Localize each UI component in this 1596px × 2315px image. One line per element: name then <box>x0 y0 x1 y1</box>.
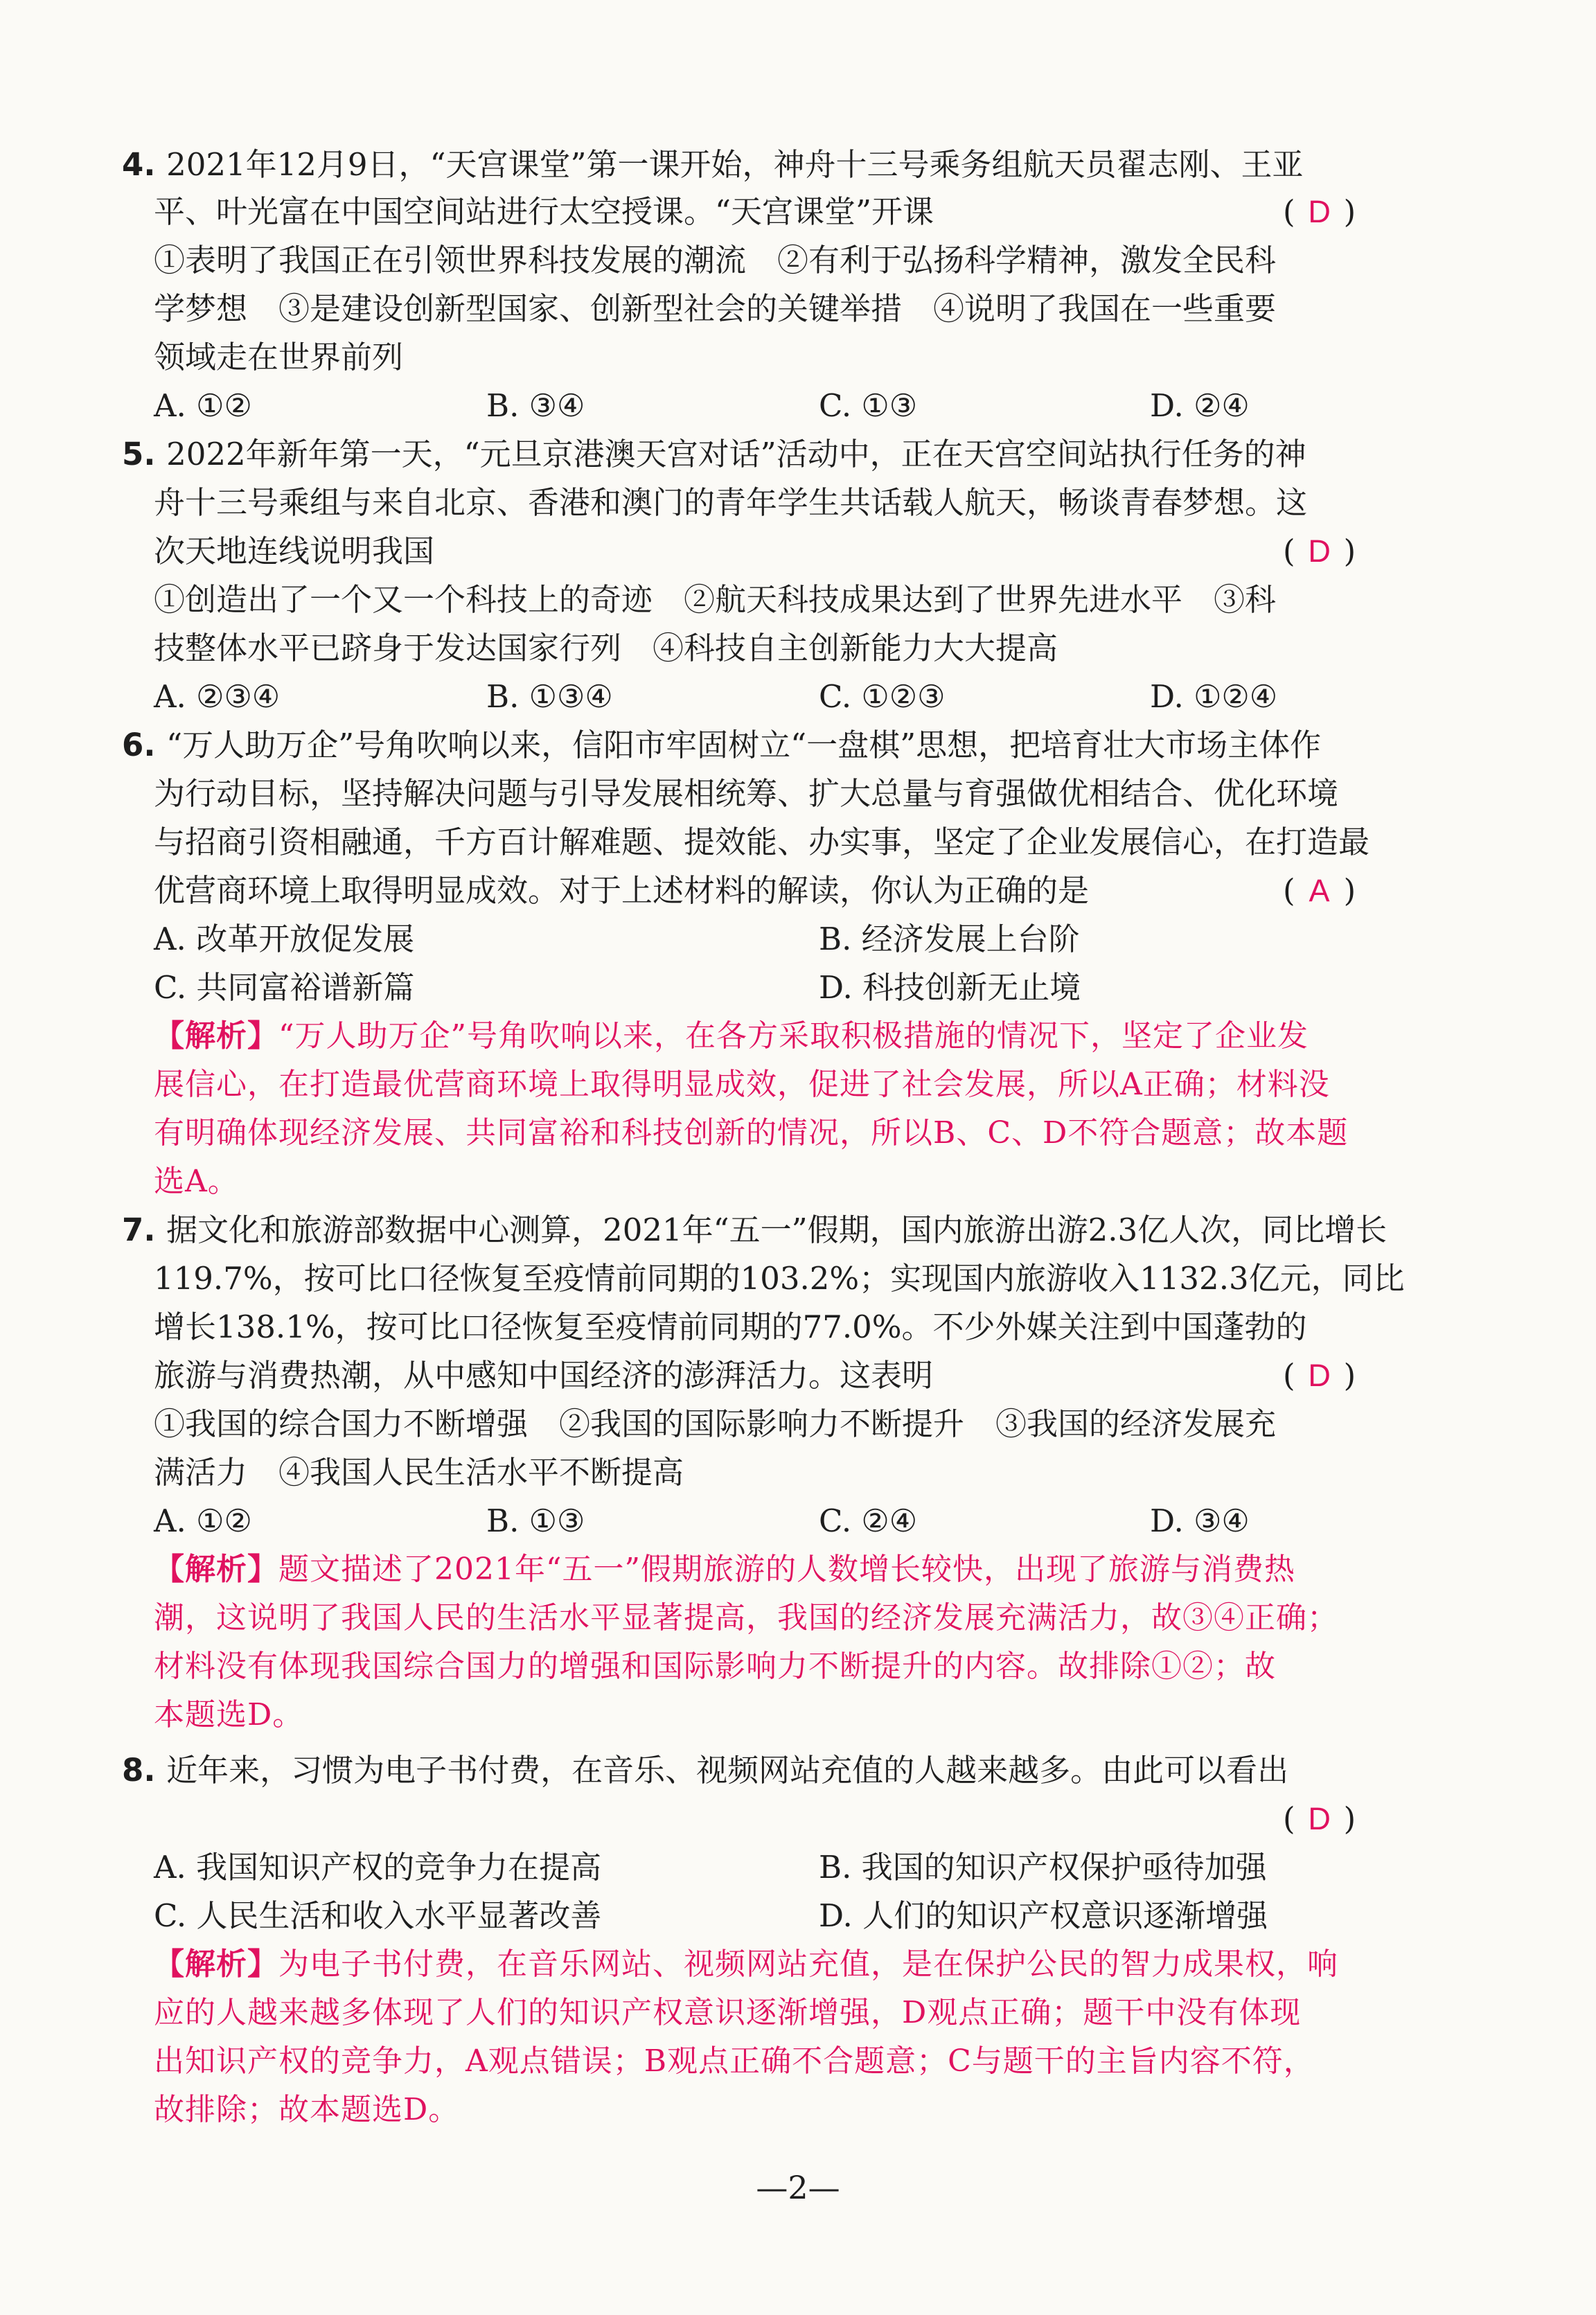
option-a: A. 改革开放促发展 <box>154 921 415 957</box>
question-stem-line: 与招商引资相融通，千方百计解难题、提效能、办实事，坚定了企业发展信心，在打造最 <box>154 824 1370 860</box>
question-number: 7 <box>122 1212 144 1248</box>
statement-line: ①我国的综合国力不断增强 ②我国的国际影响力不断提升 ③我国的经济发展充 <box>154 1405 1277 1442</box>
statement-line: 领域走在世界前列 <box>154 339 404 375</box>
option-d: D. ②④ <box>1150 387 1250 424</box>
answer-bracket: ( D ) <box>1283 1798 1356 1840</box>
analysis-line: 展信心，在打造最优营商环境上取得明显成效，促进了社会发展，所以A正确；材料没 <box>154 1067 1330 1102</box>
question-stem-line: 119.7%，按可比口径恢复至疫情前同期的103.2%；实现国内旅游收入1132.3亿元，同比 <box>154 1260 1405 1297</box>
answer-mark: D <box>1308 1358 1331 1393</box>
analysis-line: 【解析】“万人助万企”号角吹响以来，在各方采取积极措施的情况下，坚定了企业发 <box>154 1018 1309 1054</box>
option-b: B. ③④ <box>486 387 585 424</box>
exam-page: 4. 2021年12月9日，“天宫课堂”第一课开始，神舟十三号乘务组航天员翟志刚、王亚 平、叶光富在中国空间站进行太空授课。“天宫课堂”开课 ( D ) ①表明了我国正在引领世界科技发展的潮流 ②有利于弘扬科学精神，激发全民科 学梦想 ③是建设创新型国家、创新型社会的关键举措 ④说明了我国在一些重要 领域走在世界前列 A. ①② B. ③④ C. ①③ D. ②④ 5. 2022年新年第一天，“元旦京港澳天宫对话”活动中，正在天宫空间站执行任务的神 舟十三号乘组与来自北京、香港和澳门的青年学生共话载人航天，畅谈青春梦想。这 次天地连线说明我国 ( D ) ①创造出了一个又一个科技上的奇迹 ②航天科技成果达到了世界先进水平 ③科 技整体水平已跻身于发达国家行列 ④科技自主创新能力大大提高 A. ②③④ B. ①③④ C. ①②③ D. ①②④ 6. “万人助万企”号角吹响以来，信阳市牢固树立“一盘棋”思想，把培育壮大市场主体作 为行动目标，坚持解决问题与引导发展相统筹、扩大总量与育强做优相结合、优化环境 与招商引资相融通，千方百计解难题、提效能、办实事，坚定了企业发展信心，在打造最 优营商环境上取得明显成效。对于上述材料的解读，你认为正确的是 ( A ) A. 改革开放促发展 B. 经济发展上台阶 C. 共同富裕谱新篇 D. 科技创新无止境 【解析】“万人助万企”号角吹响以来，在各方采取积极措施的情况下，坚定了企业发 展信心，在打造最优营商环境上取得明显成效，促进了社会发展，所以A正确；材料没 有明确体现经济发展、共同富裕和科技创新的情况，所以B、C、D不符合题意；故本题 选A。 7. 据文化和旅游部数据中心测算，2021年“五一”假期，国内旅游出游2.3亿人次，同比增长 119.7%，按可比口径恢复至疫情前同期的103.2%；实现国内旅游收入1132.3亿元，同比 增长138.1%，按可比口径恢复至疫情前同期的77.0%。不少外媒关注到中国蓬勃的 旅游与消费热潮，从中感知中国经济的澎湃活力。这表明 ( D ) ①我国的综合国力不断增强 ②我国的国际影响力不断提升 ③我国的经济发展充 满活力 ④我国人民生活水平不断提高 A. ①② B. ①③ C. ②④ D. ③④ 【解析】题文描述了2021年“五一”假期旅游的人数增长较快，出现了旅游与消费热 潮，这说明了我国人民的生活水平显著提高，我国的经济发展充满活力，故③④正确； 材料没有体现我国综合国力的增强和国际影响力不断提升的内容。故排除①②；故 本题选D。 8. 近年来，习惯为电子书付费，在音乐、视频网站充值的人越来越多。由此可以看出 ( D ) A. 我国知识产权的竞争力在提高 B. 我国的知识产权保护亟待加强 C. 人民生活和收入水平显著改善 D. 人们的知识产权意识逐渐增强 【解析】为电子书付费，在音乐网站、视频网站充值，是在保护公民的智力成果权，响 应的人越来越多体现了人们的知识产权意识逐渐增强，D观点正确；题干中没有体现 出知识产权的竞争力，A观点错误；B观点正确不合题意；C与题干的主旨内容不符， 故排除；故本题选D。 —2— <box>0 0 1596 2315</box>
option-b: B. 我国的知识产权保护亟待加强 <box>819 1849 1267 1886</box>
analysis-label: 【解析】 <box>154 1018 278 1054</box>
answer-bracket: ( D ) <box>1283 191 1356 233</box>
answer-mark: A <box>1309 873 1330 908</box>
question-stem-line: 舟十三号乘组与来自北京、香港和澳门的青年学生共话载人航天，畅谈青春梦想。这 <box>154 484 1308 521</box>
option-c: C. 共同富裕谱新篇 <box>154 969 415 1006</box>
analysis-label: 【解析】 <box>154 1552 278 1587</box>
option-c: C. ①②③ <box>819 678 946 715</box>
analysis-line: 应的人越来越多体现了人们的知识产权意识逐渐增强，D观点正确；题干中没有体现 <box>154 1995 1302 2030</box>
option-d: D. ①②④ <box>1150 678 1278 715</box>
question-number: 5 <box>122 436 144 472</box>
question-number: 8 <box>122 1752 144 1789</box>
statement-line: ①表明了我国正在引领世界科技发展的潮流 ②有利于弘扬科学精神，激发全民科 <box>154 242 1277 278</box>
question-number: 4 <box>122 146 144 183</box>
option-b: B. 经济发展上台阶 <box>819 921 1080 957</box>
option-a: A. ②③④ <box>154 678 281 715</box>
answer-mark: D <box>1308 533 1331 569</box>
question-stem-line: 优营商环境上取得明显成效。对于上述材料的解读，你认为正确的是 <box>154 872 1090 909</box>
option-c: C. 人民生活和收入水平显著改善 <box>154 1897 602 1934</box>
question-stem-line: “万人助万企”号角吹响以来，信阳市牢固树立“一盘棋”思想，把培育壮大市场主体作 <box>166 727 1322 763</box>
question-stem-line: 次天地连线说明我国 <box>154 533 435 569</box>
statement-line: 满活力 ④我国人民生活水平不断提高 <box>154 1454 684 1491</box>
answer-mark: D <box>1308 194 1331 229</box>
analysis-line: 材料没有体现我国综合国力的增强和国际影响力不断提升的内容。故排除①②；故 <box>154 1649 1276 1684</box>
analysis-line: 有明确体现经济发展、共同富裕和科技创新的情况，所以B、C、D不符合题意；故本题 <box>154 1115 1349 1151</box>
question-stem-line: 2021年12月9日，“天宫课堂”第一课开始，神舟十三号乘务组航天员翟志刚、王亚 <box>166 146 1304 183</box>
answer-bracket: ( D ) <box>1283 1355 1356 1396</box>
question-stem-line: 2022年新年第一天，“元旦京港澳天宫对话”活动中，正在天宫空间站执行任务的神 <box>166 436 1306 472</box>
question-stem-line: 增长138.1%，按可比口径恢复至疫情前同期的77.0%。不少外媒关注到中国蓬勃的 <box>154 1309 1307 1345</box>
answer-bracket: ( A ) <box>1283 870 1356 912</box>
statement-line: 学梦想 ③是建设创新型国家、创新型社会的关键举措 ④说明了我国在一些重要 <box>154 290 1277 327</box>
statement-line: ①创造出了一个又一个科技上的奇迹 ②航天科技成果达到了世界先进水平 ③科 <box>154 581 1277 618</box>
option-a: A. ①② <box>154 387 252 424</box>
answer-mark: D <box>1308 1801 1331 1836</box>
option-a: A. ①② <box>154 1502 252 1539</box>
option-b: B. ①③ <box>486 1502 585 1539</box>
analysis-line: 【解析】题文描述了2021年“五一”假期旅游的人数增长较快，出现了旅游与消费热 <box>154 1552 1295 1587</box>
question-stem-line: 为行动目标，坚持解决问题与引导发展相统筹、扩大总量与育强做优相结合、优化环境 <box>154 775 1339 812</box>
analysis-line: 故排除；故本题选D。 <box>154 2092 460 2127</box>
question-stem-line: 据文化和旅游部数据中心测算，2021年“五一”假期，国内旅游出游2.3亿人次，同比增长 <box>166 1212 1387 1248</box>
option-a: A. 我国知识产权的竞争力在提高 <box>154 1849 602 1886</box>
analysis-label: 【解析】 <box>154 1946 278 1982</box>
page-number: —2— <box>756 2169 840 2206</box>
answer-bracket: ( D ) <box>1283 531 1356 572</box>
option-d: D. ③④ <box>1150 1502 1250 1539</box>
question-stem-line: 旅游与消费热潮，从中感知中国经济的澎湃活力。这表明 <box>154 1357 934 1394</box>
option-c: C. ②④ <box>819 1502 918 1539</box>
question-stem-line: 近年来，习惯为电子书付费，在音乐、视频网站充值的人越来越多。由此可以看出 <box>166 1752 1289 1789</box>
question-number: 6 <box>122 727 144 763</box>
analysis-line: 潮，这说明了我国人民的生活水平显著提高，我国的经济发展充满活力，故③④正确； <box>154 1600 1338 1635</box>
statement-line: 技整体水平已跻身于发达国家行列 ④科技自主创新能力大大提高 <box>154 630 1058 666</box>
question-stem-line: 平、叶光富在中国空间站进行太空授课。“天宫课堂”开课 <box>154 193 934 230</box>
option-d: D. 人们的知识产权意识逐渐增强 <box>819 1897 1268 1934</box>
option-c: C. ①③ <box>819 387 918 424</box>
option-b: B. ①③④ <box>486 678 613 715</box>
analysis-line: 本题选D。 <box>154 1697 304 1732</box>
option-d: D. 科技创新无止境 <box>819 969 1081 1006</box>
analysis-line: 选A。 <box>154 1164 239 1199</box>
analysis-line: 【解析】为电子书付费，在音乐网站、视频网站充值，是在保护公民的智力成果权，响 <box>154 1946 1338 1982</box>
analysis-line: 出知识产权的竞争力，A观点错误；B观点正确不合题意；C与题干的主旨内容不符， <box>154 2043 1315 2079</box>
